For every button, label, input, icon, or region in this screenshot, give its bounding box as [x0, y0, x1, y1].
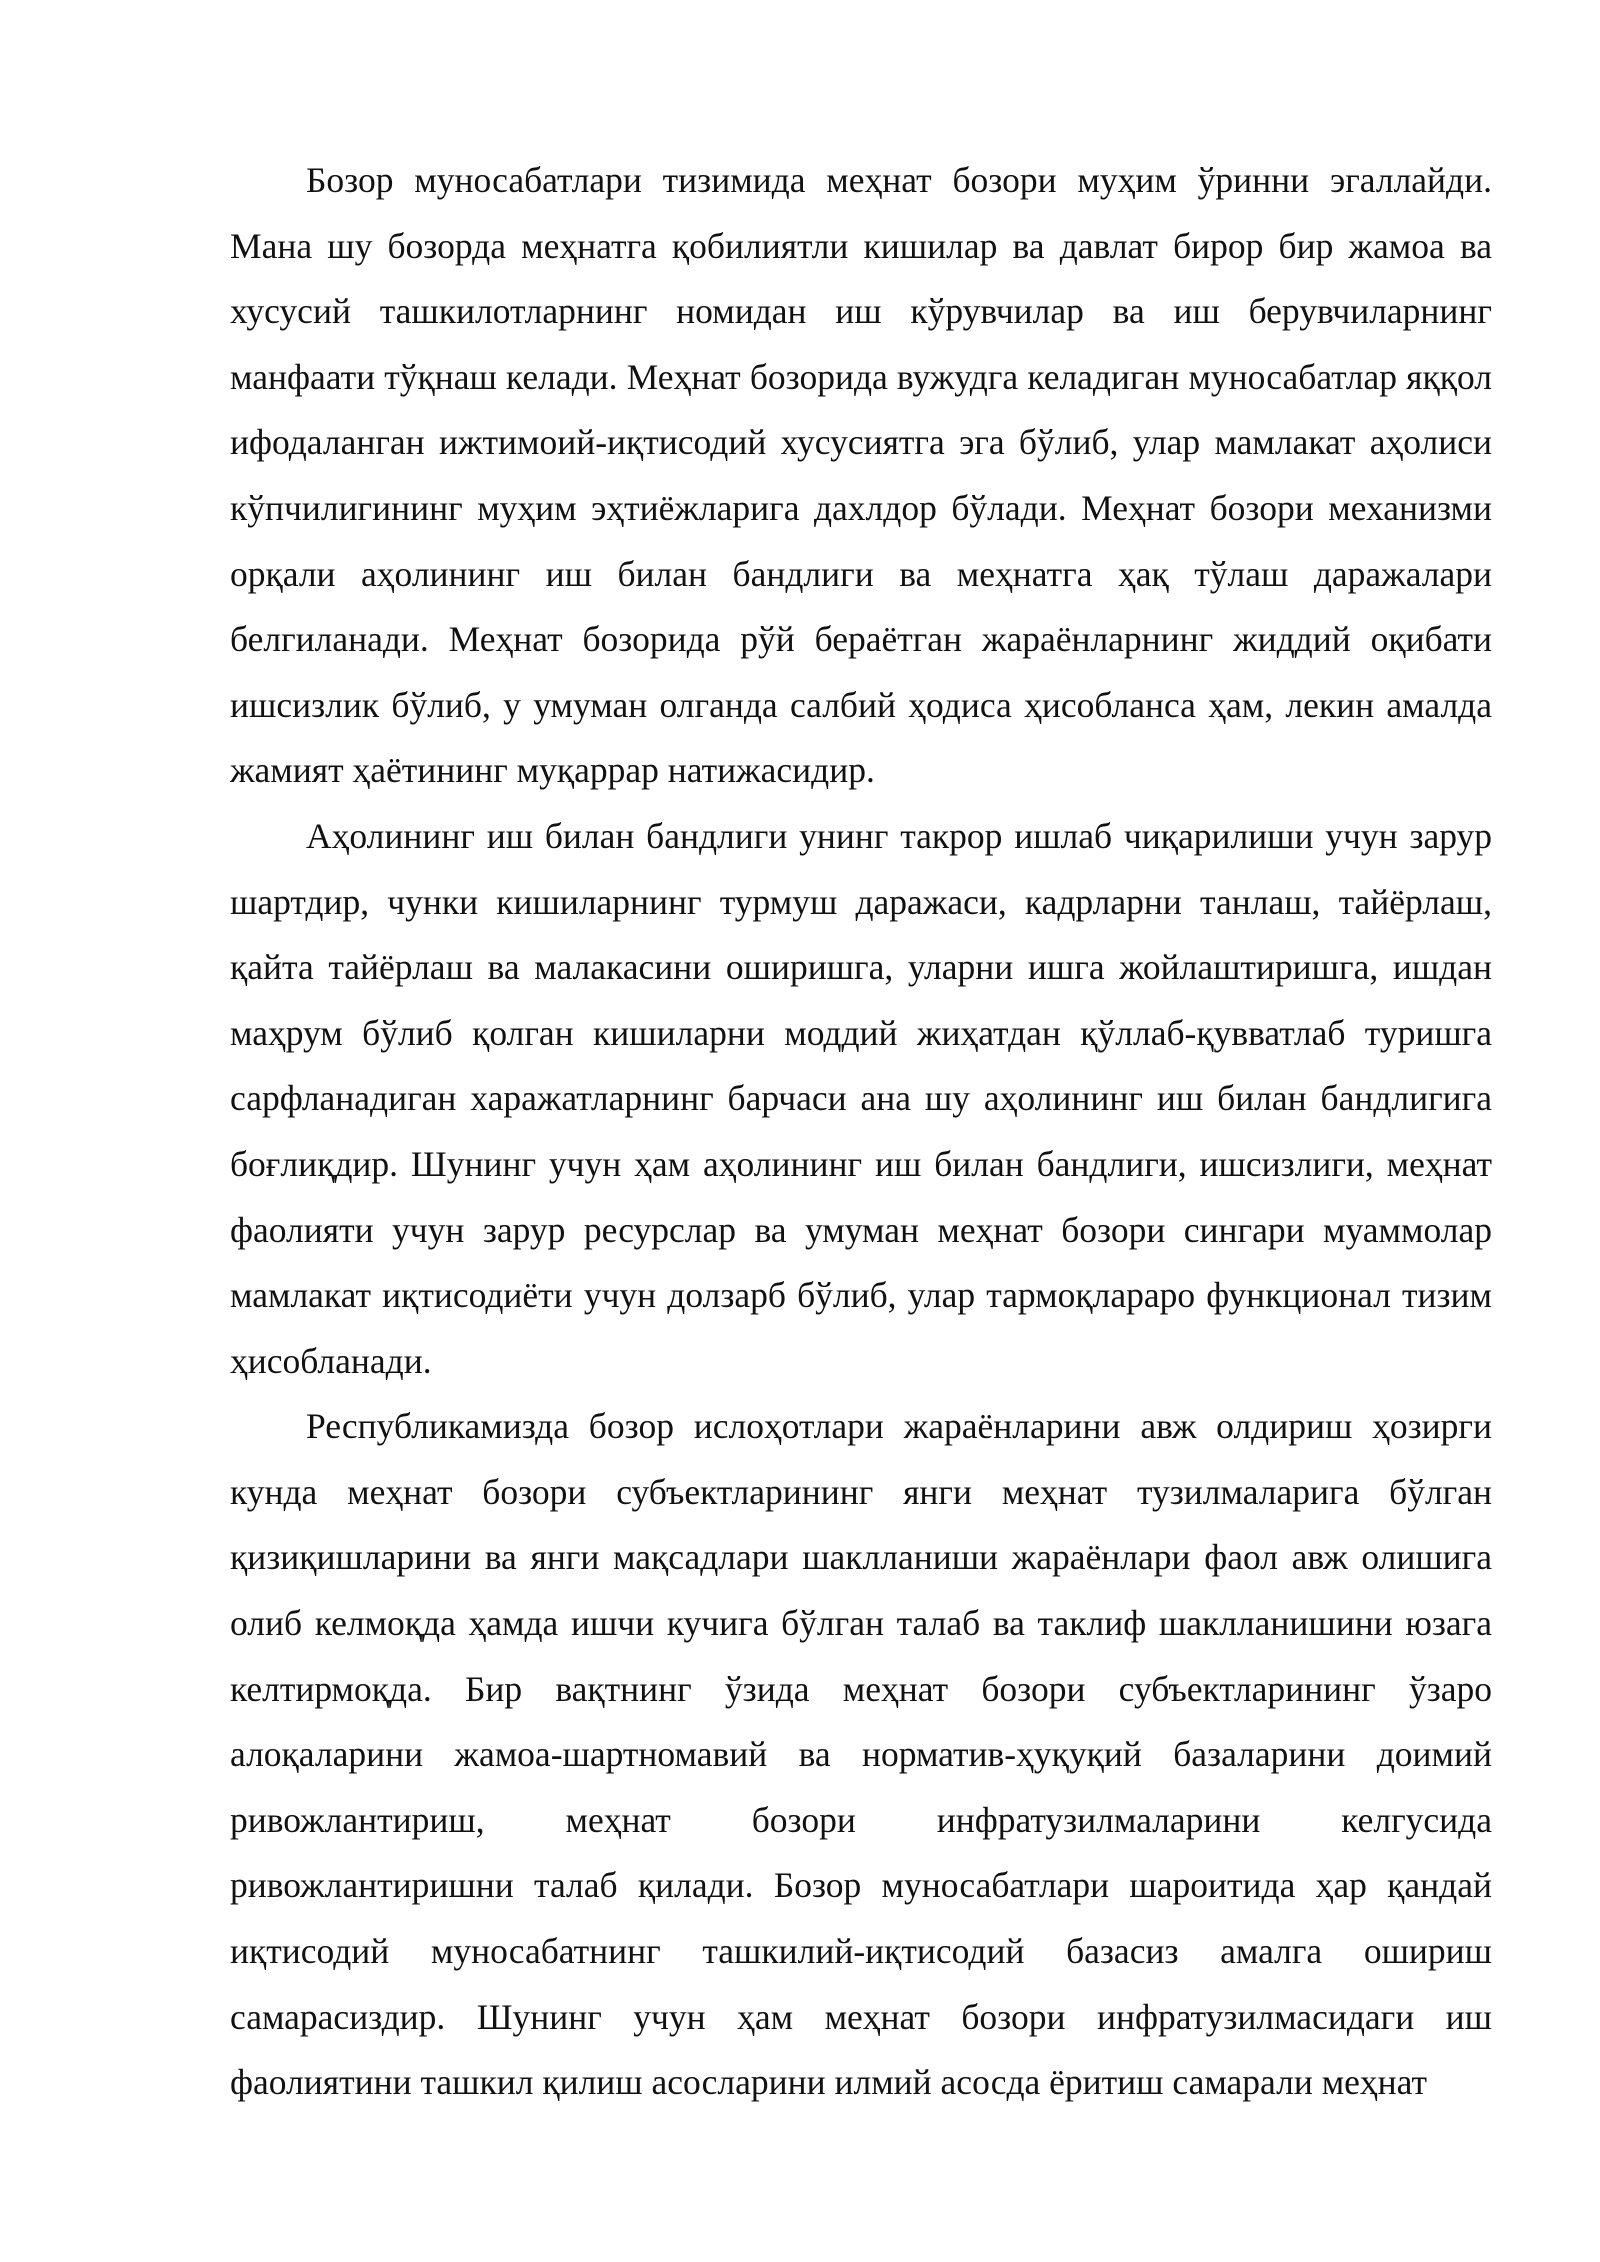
paragraph-2: Аҳолининг иш билан бандлиги унинг такрор ишлаб чиқарилиши учун зарур шартдир, чунки кишиларнинг турмуш даражаси, кадрларни танлаш, тайёрлаш, қайта тайёрлаш ва малакасини оширишга, уларни ишга жойлаштиришга, ишдан маҳрум бўлиб қолган кишиларни моддий жиҳатдан қўллаб-қувватлаб туришга сарфланадиган харажатларнинг барчаси ана шу аҳолининг иш билан бандлигига боғлиқдир. Шунинг учун ҳам аҳолининг иш билан бандлиги, ишсизлиги, меҳнат фаолияти учун зарур ресурслар ва умуман меҳнат бозори сингари муаммолар мамлакат иқтисодиёти учун долзарб бўлиб, улар тармоқлараро функционал тизим ҳисобланади.: [230, 815, 1492, 1381]
document-body: [230, 148, 1492, 2116]
paragraph-1: Бозор муносабатлари тизимида меҳнат бозори муҳим ўринни эгаллайди. Мана шу бозорда меҳнатга қобилиятли кишилар ва давлат бирор бир жамоа ва хусусий ташкилотларнинг номидан иш кўрувчилар ва иш берувчиларнинг манфаати тўқнаш келади. Меҳнат бозорида вужудга келадиган муносабатлар яққол ифодаланган ижтимоий-иқтисодий хусусиятга эга бўлиб, улар мамлакат аҳолиси кўпчилигининг муҳим эҳтиёжларига дахлдор бўлади. Меҳнат бозори механизми орқали аҳолининг иш билан бандлиги ва меҳнатга ҳақ тўлаш даражалари белгиланади. Меҳнат бозорида рўй бераётган жараёнларнинг жиддий оқибати ишсизлик бўлиб, у умуман олганда салбий ҳодиса ҳисобланса ҳам, лекин амалда жамият ҳаётининг муқаррар натижасидир.: [230, 160, 1492, 791]
paragraph-3: Республикамизда бозор ислоҳотлари жараёнларини авж олдириш ҳозирги кунда меҳнат бозори субъектларининг янги меҳнат тузилмаларига бўлган қизиқишларини ва янги мақсадлари шаклланиши жараёнлари фаол авж олишига олиб келмоқда ҳамда ишчи кучига бўлган талаб ва таклиф шаклланишини юзага келтирмоқда. Бир вақтнинг ўзида меҳнат бозори субъектларининг ўзаро алоқаларини жамоа-шартномавий ва норматив-ҳуқуқий базаларини доимий ривожлантириш, меҳнат бозори инфратузилмаларини келгусида ривожлантиришни талаб қилади. Бозор муносабатлари шароитида ҳар қандай иқтисодий муносабатнинг ташкилий-иқтисодий базасиз амалга ошириш самарасиздир. Шунинг учун ҳам меҳнат бозори инфратузилмасидаги иш фаолиятини ташкил қилиш асосларини илмий асосда ёритиш самарали меҳнат: [230, 1406, 1492, 2103]
